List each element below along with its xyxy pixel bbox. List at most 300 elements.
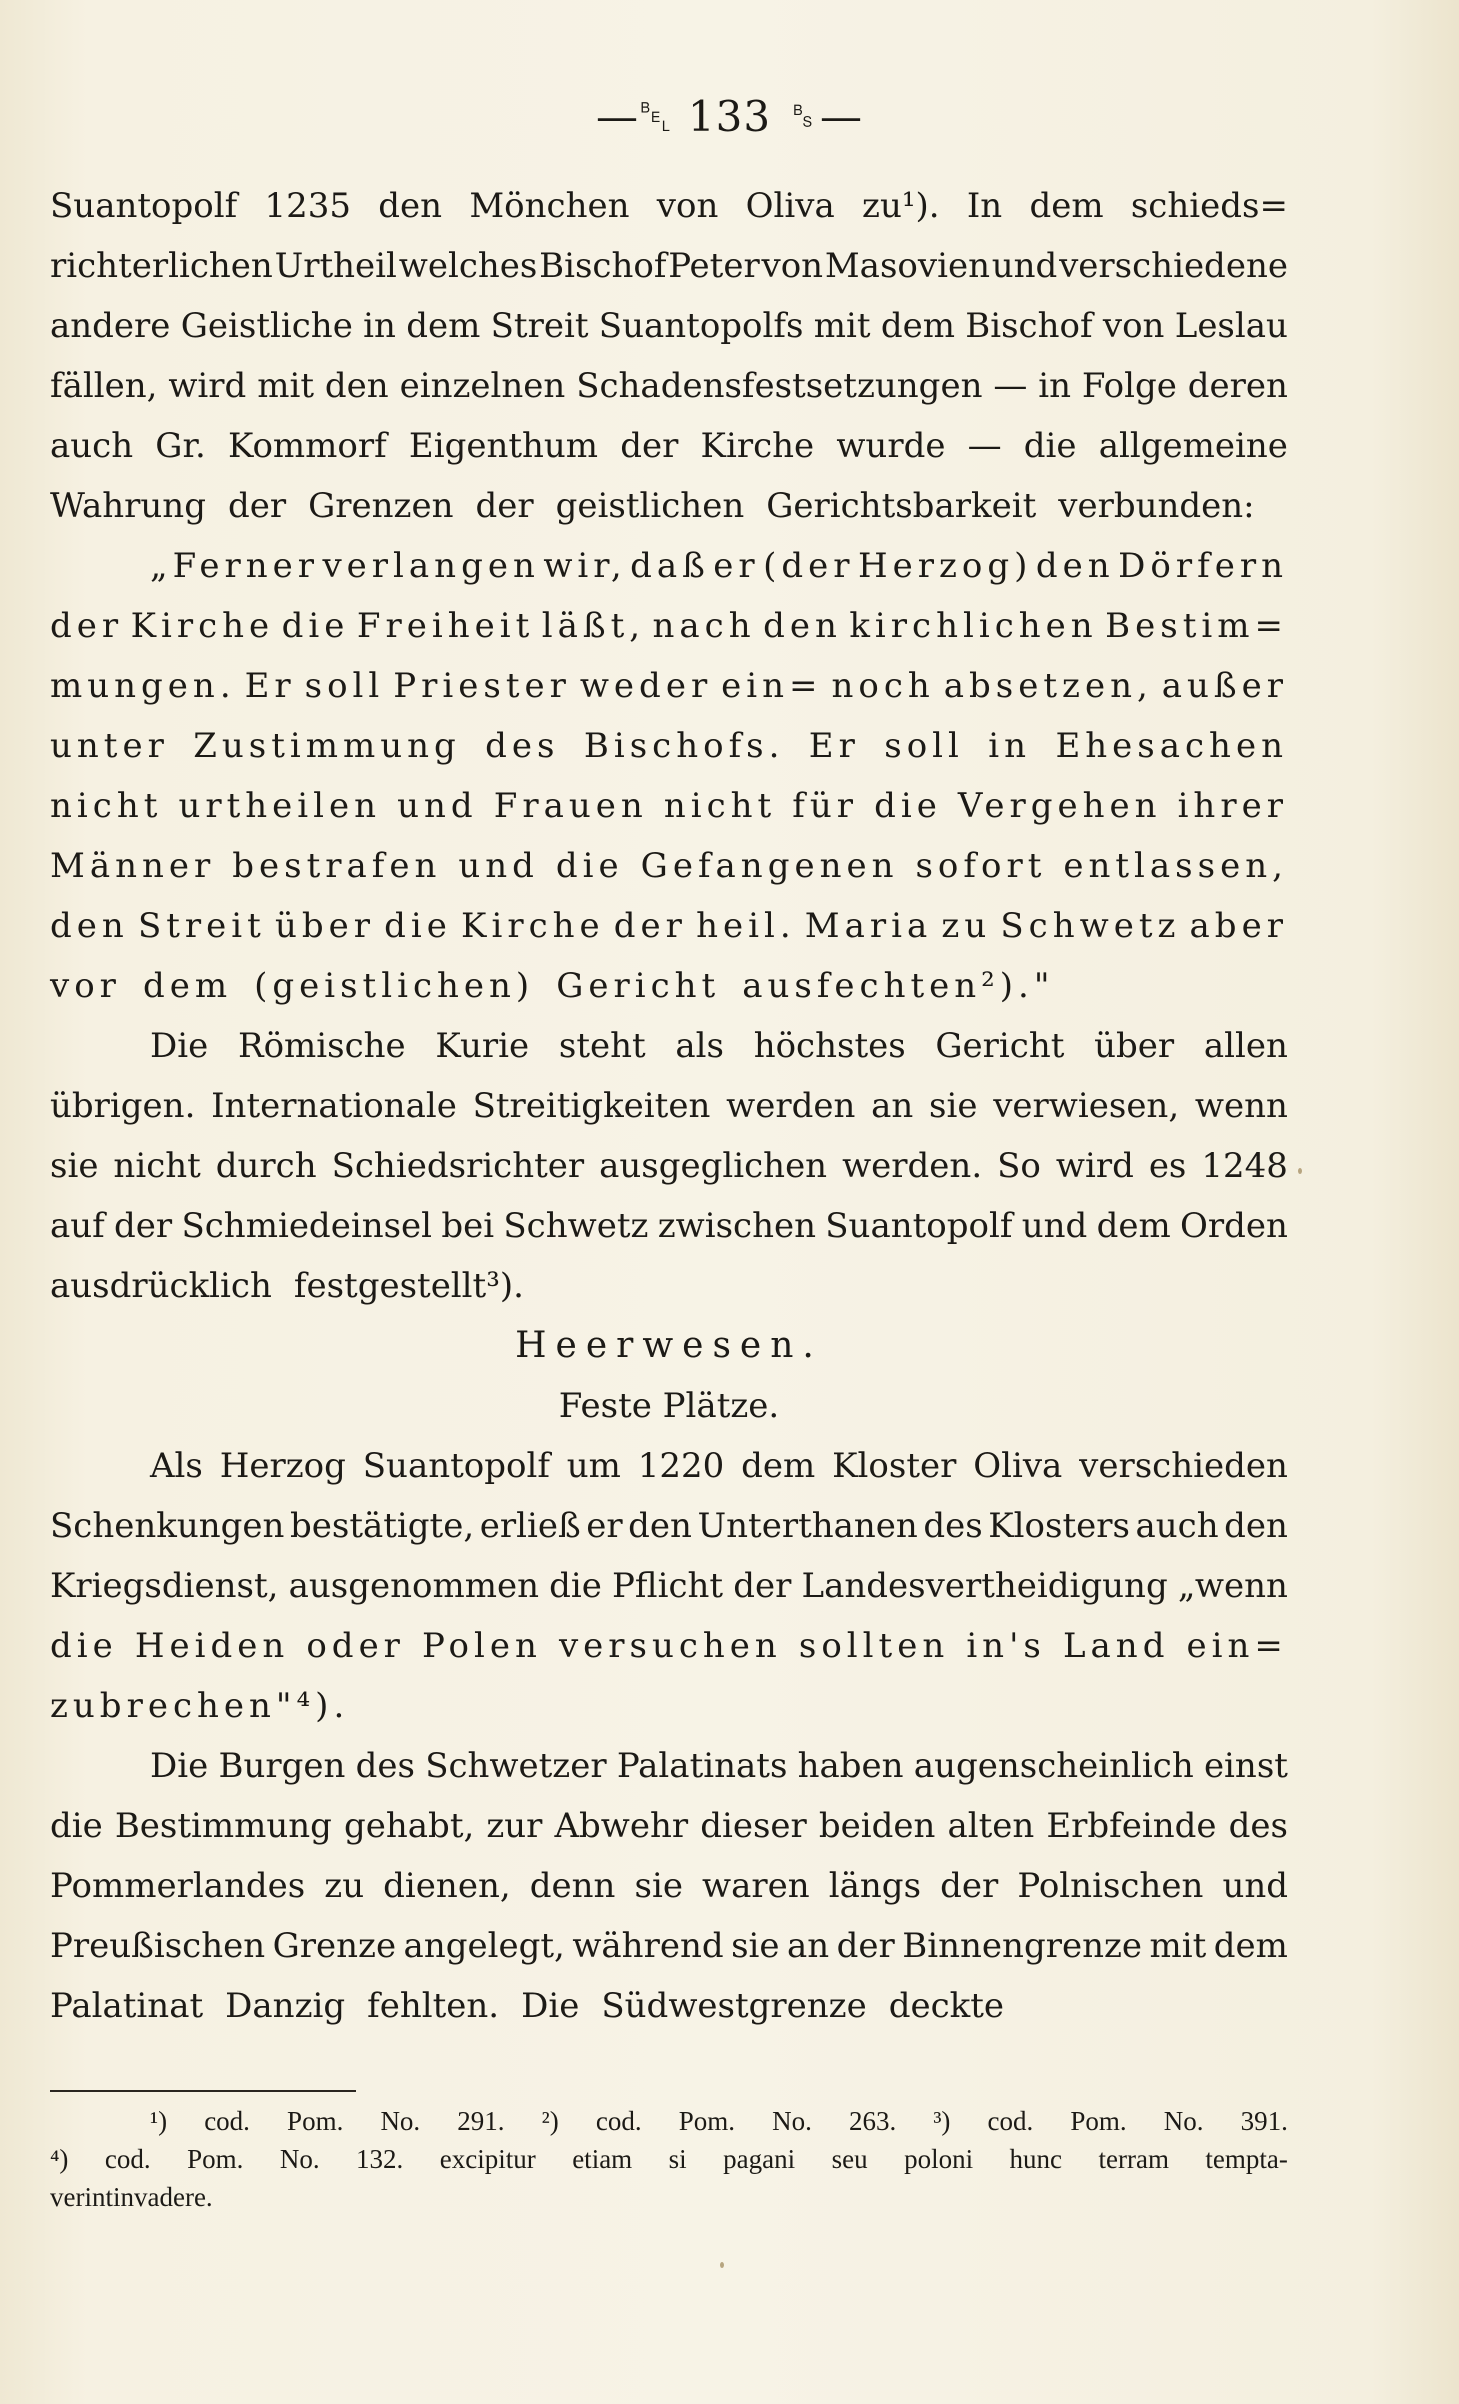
word: es [1148,1146,1187,1186]
word: Kurie [435,1026,530,1066]
word: oder [306,1626,405,1666]
text-line [50,1616,1288,1676]
word: über [1094,1026,1175,1066]
word: Frauen [493,786,648,826]
word: Freiheit [356,606,535,646]
word: auch [1135,1506,1219,1546]
word: mit [813,306,871,346]
word: „wenn [1177,1566,1288,1606]
word: Gericht [935,1026,1065,1066]
word: Dörfern [1118,546,1288,586]
word: die [874,786,942,826]
footnote-word: verint [50,2182,113,2212]
word: für [792,786,858,826]
word: waren [702,1866,810,1906]
footnote-word: 263. [848,2106,897,2136]
footnote-word: ¹) [150,2106,168,2136]
word: um [566,1446,621,1486]
word: haben [797,1746,904,1786]
word: allen [1203,1026,1288,1066]
footnote-word: Pom. [678,2106,735,2136]
word: Streit [490,306,589,346]
word: Männer [50,846,216,886]
word: in [988,726,1032,766]
word: mungen. [50,666,236,706]
word: unter [50,726,169,766]
word: sie [634,1866,683,1906]
word: „Ferner [150,546,319,586]
word: der [475,486,534,526]
text-line [50,1436,1288,1496]
word: außer [1161,666,1288,706]
word: werden [726,1086,856,1126]
word: den [324,366,389,406]
word: denn [529,1866,616,1906]
word: die [549,1566,602,1606]
word: Grenzen [308,486,454,526]
word: von [1102,306,1165,346]
word: bei [441,1206,495,1246]
word: mit [257,366,314,406]
text-line [50,236,1288,296]
word: augenscheinlich [913,1746,1194,1786]
word: heil. [696,906,796,946]
word: Schwetzer [425,1746,607,1786]
word: dem [406,306,481,346]
word: Palatinats [616,1746,788,1786]
footnote-word: No. [279,2144,320,2174]
word: Pommerlandes [50,1866,306,1906]
word: Bischof [539,246,667,286]
word: von [761,246,824,286]
word: So [997,1146,1041,1186]
word: Bestimmung [114,1806,332,1846]
word: er [586,1506,623,1546]
word: während [572,1926,724,1966]
word: zubrechen"⁴). [50,1686,350,1726]
word: die [1023,426,1077,466]
word: längs [828,1866,922,1906]
word: richterlichen [50,246,273,286]
word: auf [50,1206,105,1246]
word: Leslau [1174,306,1288,346]
word: Polnischen [1017,1866,1204,1906]
paper-spot [720,2262,724,2268]
footnote-word: etiam [572,2144,633,2174]
word: an [871,1086,914,1126]
footnote-word: ⁴) [50,2144,69,2174]
word: Streitigkeiten [472,1086,711,1126]
word: Orden [1180,1206,1288,1246]
word: der [733,1566,792,1606]
word: den [1224,1506,1288,1546]
word: urtheilen [178,786,382,826]
word: Schwetz [503,1206,649,1246]
word: weder [579,666,713,706]
word: den [763,606,842,646]
word: verlangen [322,546,540,586]
text-line [50,896,1288,956]
text-line [50,1016,1288,1076]
word: dem [741,1446,816,1486]
word: Schenkungen [50,1506,285,1546]
word: Herzog) [857,546,1033,586]
word: dem [1029,186,1104,226]
word: der [613,906,687,946]
word: übrigen. [50,1086,196,1126]
word: nicht [663,786,777,826]
word: Suantopolfs [598,306,804,346]
word: Palatinat [50,1986,204,2026]
footnote-word: ³) [933,2106,951,2136]
word: verwiesen, [993,1086,1180,1126]
word: Schadensfestsetzungen [576,366,983,406]
word: Römische [237,1026,406,1066]
word: festgestellt³). [293,1266,524,1306]
word: durch [215,1146,317,1186]
word: des [923,1506,983,1546]
word: bestätigte, [289,1506,475,1546]
word: der [620,426,679,466]
word: Binnengrenze [902,1926,1143,1966]
word: dem [142,966,233,1006]
word: wird [1055,1146,1134,1186]
word: wird [168,366,247,406]
word: zu [324,1866,365,1906]
word: Gerichtsbarkeit [766,486,1037,526]
footnote-word: 132. [356,2144,404,2174]
word: Die [521,1986,580,2026]
word: Wahrung [50,486,206,526]
word: 1235 [264,186,351,226]
word: einzelnen [399,366,566,406]
text-line [50,1076,1288,1136]
text-line [50,596,1288,656]
text-line [50,296,1288,356]
text-line [50,1856,1288,1916]
word: andere [50,306,171,346]
word: Kommorf [227,426,387,466]
text-line [50,1796,1288,1856]
word: nicht [50,786,163,826]
word: Unterthanen [697,1506,918,1546]
word: über [274,906,375,946]
word: von [656,186,719,226]
text-line [50,176,1288,236]
word: soll [304,666,385,706]
word: ausdrücklich [50,1266,272,1306]
footnote-word: pagani [723,2144,796,2174]
word: alten [947,1806,1035,1846]
word: zwischen [657,1206,816,1246]
word: Priester [393,666,571,706]
text-line [50,1976,1288,2036]
word: Geistliche [180,306,353,346]
word: zur [486,1806,543,1846]
word: fällen, [50,366,158,406]
word: die [281,606,350,646]
word: Maria [804,906,933,946]
word: Als [150,1446,203,1486]
word: sie [731,1926,780,1966]
word: Schiedsrichter [331,1146,585,1186]
word: mit [1149,1926,1207,1966]
word: dem [1096,1206,1171,1246]
word: Suantopolf [825,1206,1013,1246]
text-line [50,536,1288,596]
footnote-rule [50,2090,356,2092]
word: daß [630,546,710,586]
word: und [1222,1866,1288,1906]
word: deckte [888,1986,1005,2026]
word: aber [1189,906,1288,946]
word: der [836,1926,895,1966]
word: und [397,786,478,826]
word: Er [244,666,296,706]
page-number: —␇ 133 ␈— [595,92,864,141]
footnote-word: tempta- [1205,2144,1288,2174]
word: der [940,1866,999,1906]
footnote-word: Pom. [1070,2106,1127,2136]
word: absetzen, [943,666,1153,706]
text-line [50,836,1288,896]
word: 1220 [637,1446,725,1486]
text-line [50,776,1288,836]
footnote-word: hunc [1009,2144,1063,2174]
word: die [555,846,624,886]
word: kirchlichen [849,606,1098,646]
word: geistlichen [555,486,745,526]
footnote-word: 391. [1240,2106,1288,2136]
word: Burgen [218,1746,346,1786]
text-line [50,1556,1288,1616]
text-line [50,1196,1288,1256]
text-line [50,1496,1288,1556]
word: welches [398,246,538,286]
word: die [50,1626,118,1666]
word: als [675,1026,724,1066]
word: Abwehr [554,1806,689,1846]
word: die [50,1806,103,1846]
word: Die [150,1746,209,1786]
word: dienen, [383,1866,511,1906]
word: Mönchen [469,186,630,226]
word: die [384,906,452,946]
footnote-word: terram [1098,2144,1169,2174]
footnote-word: 291. [457,2106,505,2136]
word: Peter [668,246,760,286]
section-heading-text: Heerwesen. [515,1325,823,1366]
word: entlassen, [1063,846,1288,886]
text-line [50,416,1288,476]
word: Bestim= [1105,606,1288,646]
word: ausgeglichen [599,1146,828,1186]
footnote-word: cod. [104,2144,151,2174]
text-line [50,1916,1288,1976]
word: Folge [1081,366,1177,406]
word: Suantopolf [50,186,238,226]
word: den [378,186,443,226]
word: werden. [842,1146,983,1186]
word: fehlten. [367,1986,500,2026]
text-line [50,1676,1288,1736]
word: sie [929,1086,978,1126]
word: läßt, [541,606,646,646]
word: in's [966,1626,1046,1666]
word: In [966,186,1003,226]
word: Schwetz [1000,906,1181,946]
word: Suantopolf [362,1446,550,1486]
word: Internationale [211,1086,457,1126]
word: den [628,1506,692,1546]
footnote-line [50,2140,1288,2178]
footnote-word: cod. [204,2106,250,2136]
footnote-word: Pom. [287,2106,344,2136]
section-subheading [50,1376,1288,1436]
word: Oliva [973,1446,1063,1486]
word: wurde [836,426,946,466]
word: Pflicht [612,1566,724,1606]
word: soll [884,726,964,766]
word: Bischofs. [583,726,785,766]
section-heading [50,1316,1288,1376]
word: Kriegsdienst, [50,1566,279,1606]
word: vor [50,966,121,1006]
word: steht [558,1026,646,1066]
text-line [50,716,1288,776]
word: Zustimmung [193,726,461,766]
page-header [0,92,1459,142]
word: des [355,1746,415,1786]
word: in [363,306,396,346]
word: Kirche [130,606,275,646]
word: und [1021,1206,1088,1246]
word: 1248 [1201,1146,1288,1186]
word: Die [150,1026,209,1066]
word: zu¹). [862,186,940,226]
word: Südwestgrenze [601,1986,867,2026]
word: Grenze [272,1926,397,1966]
footnote-word: seu [831,2144,868,2174]
footnote-line [50,2102,1288,2140]
word: Urtheil [274,246,397,286]
footnote-word: No. [1163,2106,1204,2136]
word: sie [50,1146,99,1186]
word: bestrafen [232,846,442,886]
word: ausgenommen [288,1566,539,1606]
word: angelegt, [403,1926,565,1966]
text-line [50,1136,1288,1196]
word: Gr. [155,426,206,466]
word: wenn [1194,1086,1288,1126]
word: (geistlichen) [254,966,535,1006]
word: und [458,846,539,886]
text-line [50,656,1288,716]
word: Herzog [219,1446,346,1486]
word: Schmiedeinsel [181,1206,433,1246]
footnote-word: poloni [904,2144,974,2174]
word: Kirche [461,906,605,946]
word: den [50,906,129,946]
word: Masovien [824,246,990,286]
word: dem [880,306,955,346]
section-subheading-text: Feste Plätze. [558,1386,780,1426]
word: nicht [113,1146,201,1186]
word: ihrer [1177,786,1288,826]
word: deren [1187,366,1288,406]
word: versuchen [558,1626,782,1666]
word: verschieden [1079,1446,1288,1486]
word: (der [763,546,855,586]
word: einst [1203,1746,1288,1786]
word: ein= [721,666,823,706]
footnote-word: excipitur [439,2144,536,2174]
word: Er [808,726,860,766]
word: den [1035,546,1115,586]
word: Heiden [134,1626,290,1666]
word: Danzig [225,1986,346,2026]
word: in [1038,366,1072,406]
word: Landesvertheidigung [801,1566,1168,1606]
word: erließ [479,1506,581,1546]
word: der [114,1206,173,1246]
word: Gericht [556,966,721,1006]
word: der [50,606,124,646]
word: Erbfeinde [1046,1806,1217,1846]
word: Polen [422,1626,542,1666]
text-line [50,1736,1288,1796]
footnote-word: cod. [987,2106,1034,2136]
word: des [1228,1806,1288,1846]
footnotes [50,2102,1288,2216]
footnote-line [50,2178,1288,2216]
word: Gefangenen [640,846,899,886]
word: an [787,1926,830,1966]
text-line [50,356,1288,416]
word: zu [941,906,992,946]
footnote-word: No. [772,2106,812,2136]
word: auch [50,426,134,466]
word: dem [1213,1926,1288,1966]
word: er [713,546,760,586]
word: Klosters [988,1506,1130,1546]
footnote-word: ²) [541,2106,559,2136]
word: des [485,726,560,766]
footnote-word: invadere. [112,2182,213,2212]
word: verschiedene [1059,246,1288,286]
body-text [50,176,1288,2036]
word: sollten [798,1626,950,1666]
word: ausfechten²)." [742,966,1055,1006]
word: ein= [1186,1626,1288,1666]
text-line [50,476,1288,536]
word: Kirche [700,426,815,466]
footnote-word: Pom. [187,2144,244,2174]
word: Streit [137,906,266,946]
word: schieds= [1130,186,1288,226]
word: Oliva [745,186,835,226]
footnote-word: No. [380,2106,421,2136]
text-line [50,1256,1288,1316]
word: beiden [818,1806,936,1846]
word: und [991,246,1058,286]
text-line [50,956,1288,1016]
word: Bischof [965,306,1093,346]
word: wir, [543,546,627,586]
word: — [967,426,1002,466]
word: Land [1062,1626,1170,1666]
word: höchstes [753,1026,906,1066]
